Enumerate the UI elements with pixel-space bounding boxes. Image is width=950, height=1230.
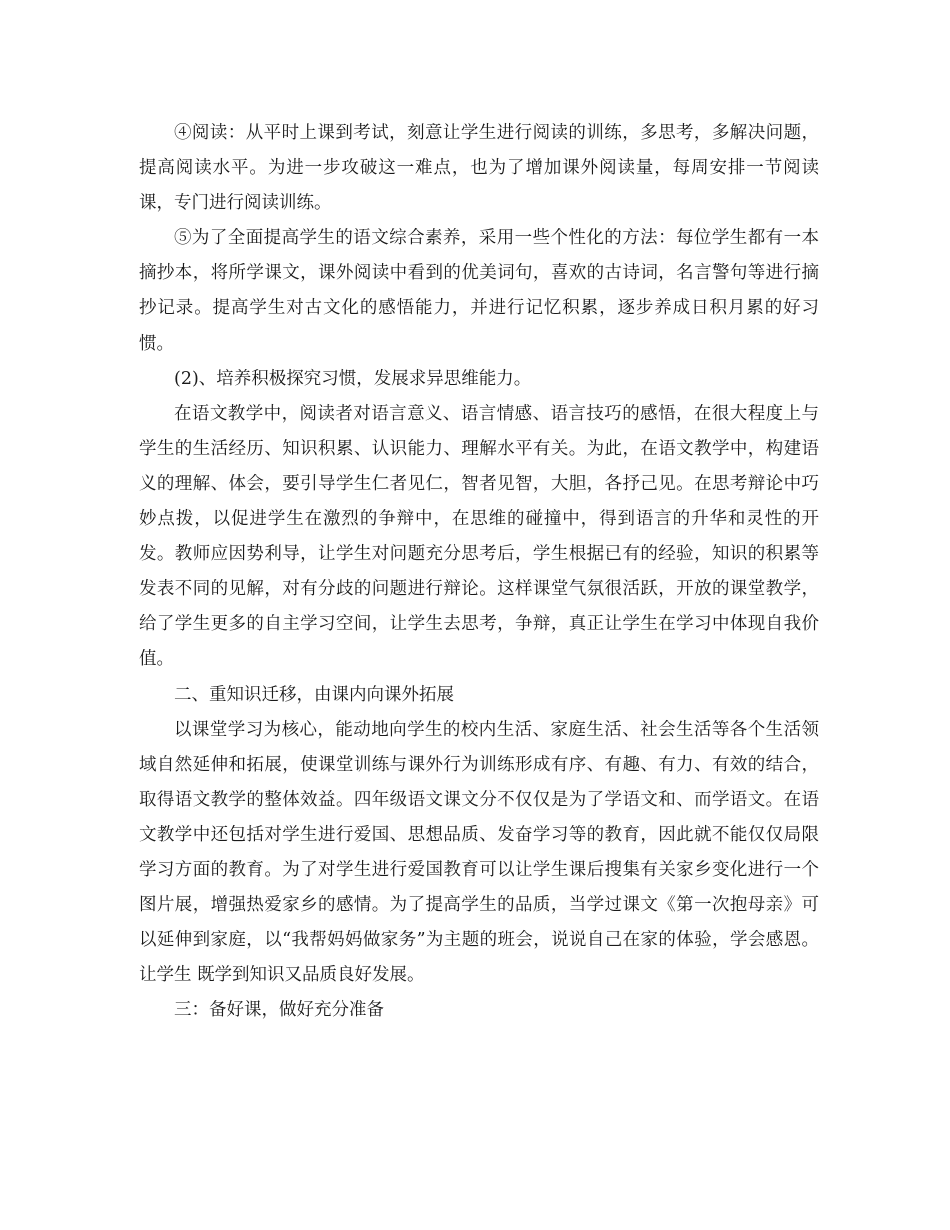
- paragraph-classroom-extension: 以课堂学习为核心，能动地向学生的校内生活、家庭生活、社会生活等各个生活领域自然延伸和拓展，使课堂训练与课外行为训练形成有序、有趣、有力、有效的结合，取得语文教学的整体效益。四年级语文课文分不仅仅是为了学语文和、而学语文。在语文教学中还包括对学生进行爱国、思想品质、发奋学习等的教育，因此就不能仅仅局限学习方面的教育。为了对学生进行爱国教育可以让学生课后搜集有关家乡变化进行一个图片展，增强热爱家乡的感情。为了提高学生的品质，当学过课文《第一次抱母亲》可以延伸到家庭，以“我帮妈妈做家务”为主题的班会，说说自己在家的体验，学会感恩。让学生 既学到知识又品质良好发展。: [139, 719, 819, 986]
- section-heading-knowledge-transfer: 二、重知识迁移，由课内向课外拓展: [174, 684, 454, 705]
- paragraph-reading: ④阅读：从平时上课到考试，刻意让学生进行阅读的训练，多思考，多解决问题，提高阅读水平。为进一步攻破这一难点，也为了增加课外阅读量，每周安排一节阅读课，专门进行阅读训练。: [139, 123, 819, 214]
- paragraph-language-teaching: 在语文教学中，阅读者对语言意义、语言情感、语言技巧的感悟，在很大程度上与学生的生活经历、知识积累、认识能力、理解水平有关。为此，在语文教学中，构建语义的理解、体会，要引导学生仁者见仁，智者见智，大胆，各抒己见。在思考辩论中巧妙点拨，以促进学生在激烈的争辩中，在思维的碰撞中，得到语言的升华和灵性的开发。教师应因势利导，让学生对问题充分思考后，学生根据已有的经验，知识的积累等发表不同的见解，对有分歧的问题进行辩论。这样课堂气氛很活跃，开放的课堂教学，给了学生更多的自主学习空间，让学生去思考，争辩，真正让学生在学习中体现自我价值。: [139, 403, 819, 670]
- paragraph-subheading-inquiry: (2)、培养积极探究习惯，发展求异思维能力。: [174, 368, 532, 389]
- section-heading-lesson-prep: 三：备好课，做好充分准备: [174, 1000, 384, 1021]
- document-body: [139, 116, 819, 1028]
- paragraph-excerpt-notebook: ⑤为了全面提高学生的语文综合素养，采用一些个性化的方法：每位学生都有一本摘抄本，将所学课文，课外阅读中看到的优美词句，喜欢的古诗词，名言警句等进行摘抄记录。提高学生对古文化的感悟能力，并进行记忆积累，逐步养成日积月累的好习惯。: [139, 228, 819, 354]
